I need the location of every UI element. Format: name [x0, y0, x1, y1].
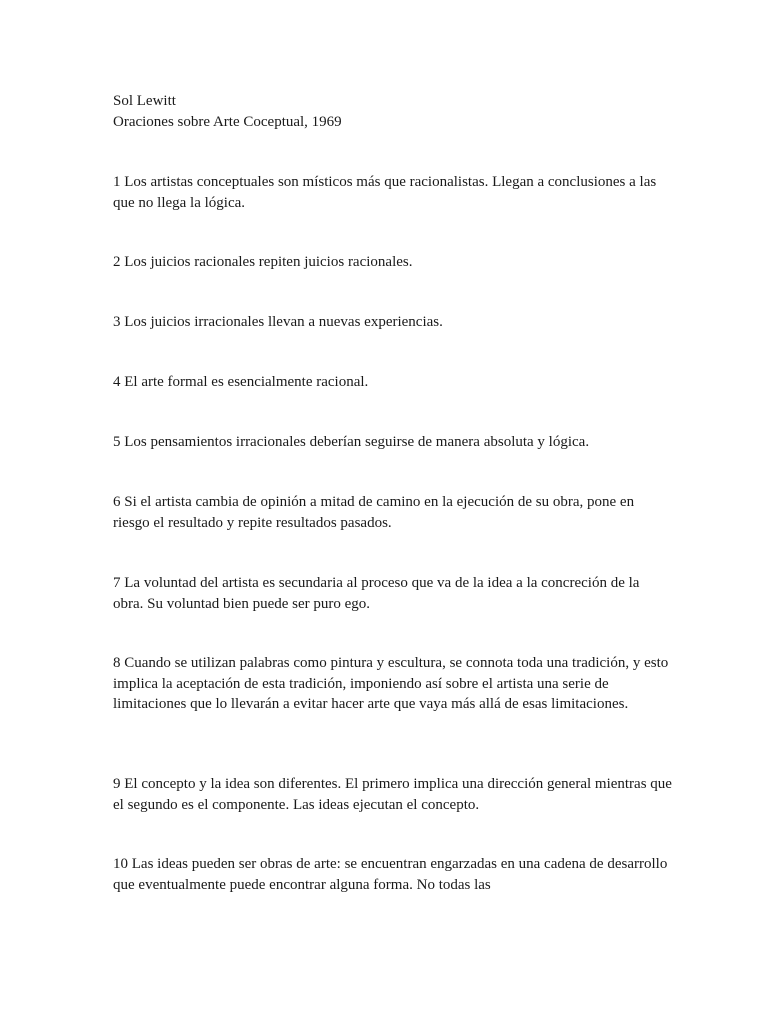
sentence-2: 2 Los juicios racionales repiten juicios racionales. — [113, 254, 413, 270]
sentence-10: 10 Las ideas pueden ser obras de arte: se encuentran engarzadas en una cadena de desarrollo que eventualmente puede encontrar alguna forma. No todas las — [113, 856, 668, 893]
sentence-6: 6 Si el artista cambia de opinión a mitad de camino en la ejecución de su obra, pone en riesgo el resultado y repite resultados pasados. — [113, 494, 635, 531]
sentence-8: 8 Cuando se utilizan palabras como pintura y escultura, se connota toda una tradición, y esto implica la aceptación de esta tradición, imponiendo así sobre el artista una serie de limitaciones que lo llevarán a evitar hacer arte que vaya más allá de esas limitaciones. — [113, 655, 669, 712]
sentence-1: 1 Los artistas conceptuales son místicos más que racionalistas. Llegan a conclusiones a las que no llega la lógica. — [113, 174, 657, 211]
document-header — [113, 91, 673, 132]
sentence-9: 9 El concepto y la idea son diferentes. El primero implica una dirección general mientras que el segundo es el componente. Las ideas ejecutan el concepto. — [113, 776, 672, 813]
document-title: Oraciones sobre Arte Coceptual, 1969 — [113, 113, 342, 130]
author-name: Sol Lewitt — [113, 93, 176, 109]
sentence-5: 5 Los pensamientos irracionales deberían seguirse de manera absoluta y lógica. — [113, 434, 590, 450]
sentence-7: 7 La voluntad del artista es secundaria al proceso que va de la idea a la concreción de la obra. Su voluntad bien puede ser puro ego. — [113, 575, 640, 612]
sentence-3: 3 Los juicios irracionales llevan a nuevas experiencias. — [113, 314, 443, 330]
sentence-4: 4 El arte formal es esencialmente racional. — [113, 374, 369, 390]
